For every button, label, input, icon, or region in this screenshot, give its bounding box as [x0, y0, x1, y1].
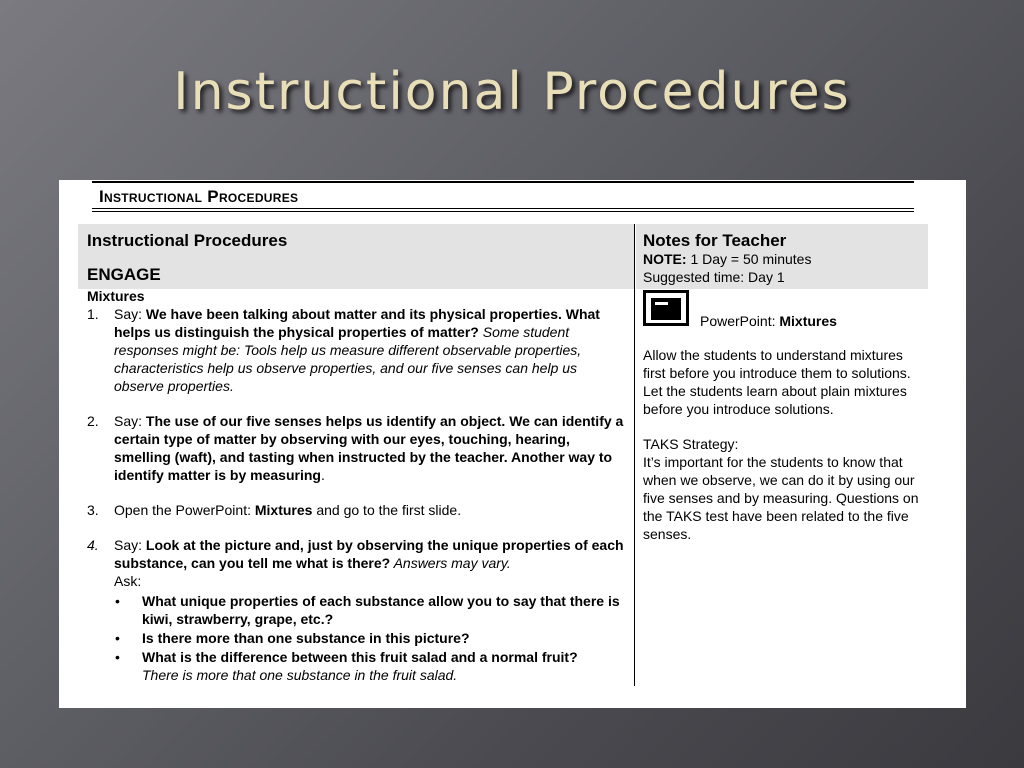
procedure-item-4: [87, 536, 627, 684]
ask-label: Ask:: [114, 573, 142, 589]
procedures-column: [87, 232, 627, 701]
say-label: Say:: [114, 537, 146, 553]
suggested-time: Suggested time: Day 1: [643, 269, 785, 285]
question-text: Is there more than one substance in this picture?: [142, 630, 470, 646]
instruction-post: and go to the first slide.: [312, 502, 462, 518]
column-divider: [634, 224, 635, 686]
answer-text: There is more that one substance in the fruit salad.: [142, 667, 458, 683]
bullet-icon: •: [115, 593, 120, 609]
powerpoint-name: Mixtures: [254, 502, 313, 518]
bullet-icon: •: [115, 630, 120, 646]
list-item: [114, 592, 627, 628]
document-header: Instructional Procedures: [99, 187, 299, 206]
header-rule-top: [92, 181, 914, 183]
taks-text: It’s important for the students to know that when we observe, we can do it by using our five senses and by measuring. Questions on the TAKS test have been related to the five senses.: [643, 454, 919, 542]
bullet-icon: •: [115, 649, 120, 665]
powerpoint-label: [700, 312, 837, 330]
say-label: Say:: [114, 306, 146, 322]
procedure-item-1: [87, 305, 627, 395]
answers-note: Answers may vary.: [390, 555, 511, 571]
say-text: The use of our five senses helps us identify an object. We can identify a certain type of matter by observing with our eyes, touching, hearing, smelling (waft), and tasting when instructed by the teacher. Another way to identify matter is by measuring: [114, 413, 624, 483]
procedure-item-2: [87, 412, 627, 484]
taks-strategy: [643, 435, 923, 543]
header-rule-bottom: [92, 208, 914, 212]
question-list: [114, 592, 627, 684]
say-text: We have been talking about matter and its physical properties. What helps us distinguish the physical properties of matter?: [114, 306, 600, 340]
item-number: 1.: [87, 306, 99, 322]
say-text: Look at the picture and, just by observing the unique properties of each substance, can you tell me what is there?: [114, 537, 624, 571]
engage-heading: ENGAGE: [87, 265, 161, 284]
question-text: What is the difference between this fruit salad and a normal fruit?: [142, 649, 578, 665]
powerpoint-reference: [643, 290, 923, 334]
item-number: 2.: [87, 413, 99, 429]
notes-heading: Notes for Teacher: [643, 231, 787, 250]
mixtures-subheading: Mixtures: [87, 288, 145, 304]
student-responses: Some student responses might be: Tools help us measure different observable properties, characteristics help us observe properties, and our five senses can help us observe properties.: [114, 324, 582, 394]
say-label: Say:: [114, 413, 146, 429]
item-number: 3.: [87, 502, 99, 518]
slide-title: Instructional Procedures: [173, 62, 851, 122]
document-page: [59, 180, 966, 708]
procedures-heading: Instructional Procedures: [87, 231, 288, 250]
duration-note: [643, 250, 923, 268]
item-number: 4.: [87, 537, 99, 553]
period: .: [320, 467, 325, 483]
taks-title: TAKS Strategy:: [643, 436, 739, 452]
teacher-notes-column: [643, 232, 923, 543]
question-text: What unique properties of each substance allow you to say that there is kiwi, strawberry, grape, etc.?: [142, 593, 620, 627]
powerpoint-title: Mixtures: [779, 313, 837, 329]
powerpoint-prefix: PowerPoint:: [700, 313, 780, 329]
note-label: NOTE:: [643, 251, 687, 267]
procedure-item-3: [87, 501, 627, 519]
list-item: [114, 629, 627, 647]
instruction-pre: Open the PowerPoint:: [114, 502, 255, 518]
note-text: 1 Day = 50 minutes: [686, 251, 812, 267]
list-item: [114, 648, 627, 684]
mixtures-guidance: Allow the students to understand mixtures first before you introduce them to solutions. Let the students learn about plain mixtures before you introduce solutions.: [643, 347, 911, 417]
presentation-icon: [643, 290, 689, 326]
